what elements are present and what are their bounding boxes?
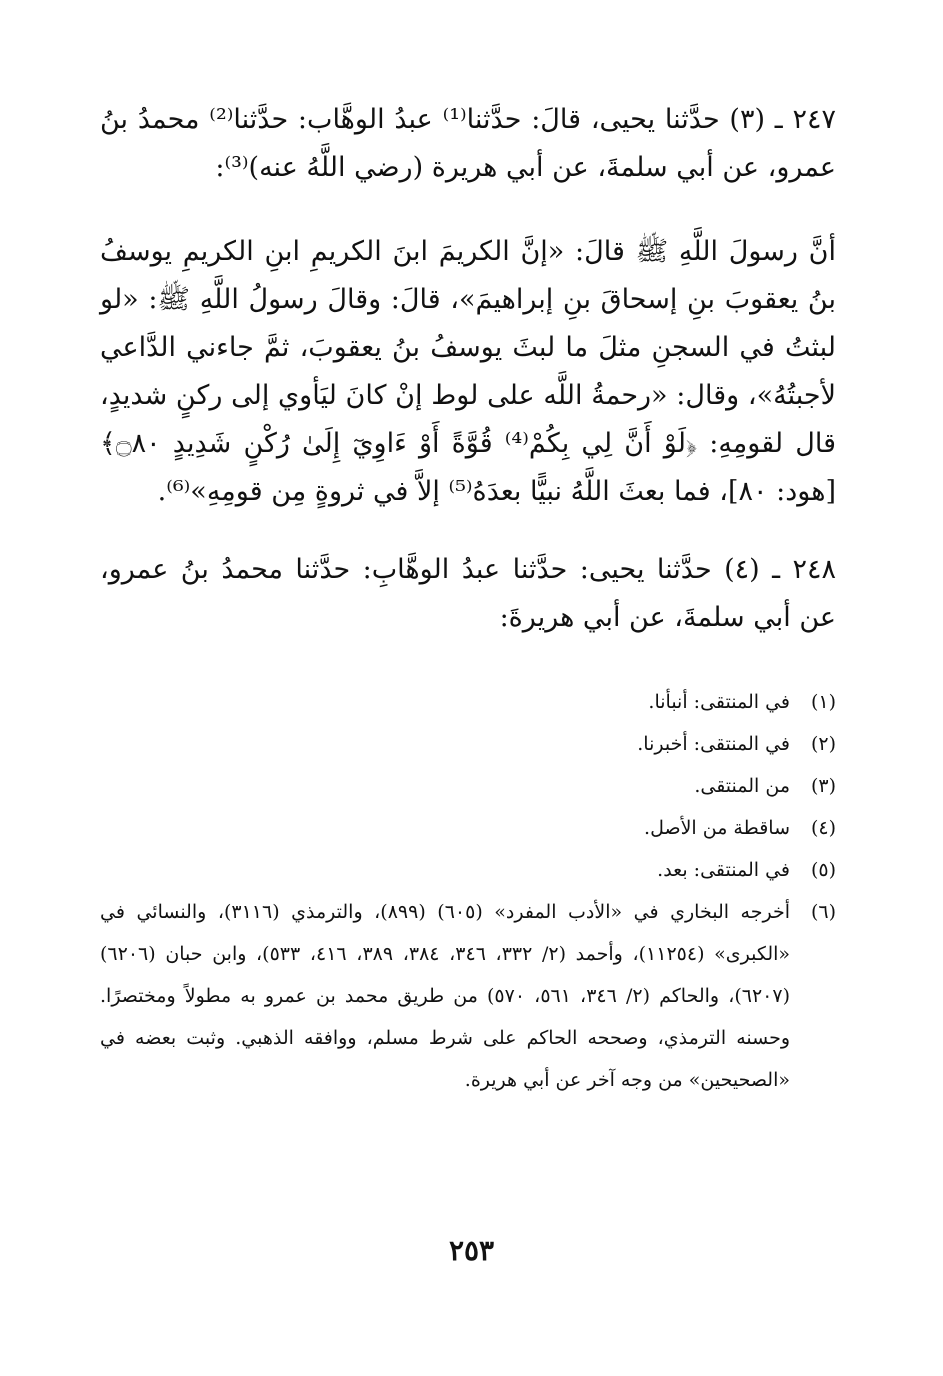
page-number: ٢٥٣	[448, 1234, 495, 1267]
footnote-item	[100, 723, 836, 765]
footnote-text: في المنتقى: أخبرنا.	[637, 733, 790, 755]
page-body	[100, 96, 836, 1101]
footnote-number: (٣)	[810, 775, 836, 797]
footnotes-list	[100, 681, 836, 1101]
hadith-248-paragraph: ٢٤٨ ـ (٤) حدَّثنا يحيى: حدَّثنا عبدُ الوهَّابِ: حدَّثنا محمدُ بنُ عمرو، عن أبي سلمةَ، عن أبي هريرةَ:	[100, 554, 837, 633]
footnote-number: (٢)	[810, 733, 836, 755]
footnote-number: (٤)	[810, 817, 836, 839]
footnote-text: ساقطة من الأصل.	[644, 817, 790, 839]
footnote-item	[100, 891, 836, 1101]
footnote-number: (١)	[810, 691, 836, 713]
footnote-text: من المنتقى.	[694, 775, 790, 797]
footnote-item	[100, 807, 836, 849]
hadith-247-paragraph: ٢٤٧ ـ (٣) حدَّثنا يحيى، قالَ: حدَّثنا⁽¹⁾ عبدُ الوهَّاب: حدَّثنا⁽²⁾ محمدُ بنُ عمرو، عن أبي سلمةَ، عن أبي هريرة (رضي اللَّهُ عنه)⁽³⁾:	[100, 104, 836, 183]
footnote-number: (٦)	[810, 901, 836, 923]
hadith-247-text-paragraph: أنَّ رسولَ اللَّهِ ﷺ قالَ: «إنَّ الكريمَ ابنَ الكريمِ ابنِ الكريمِ يوسفُ بنُ يعقوبَ بنِ إسحاقَ بنِ إبراهيمَ»، قالَ: وقالَ رسولُ اللَّهِ ﷺ: «لو لبثتُ في السجنِ مثلَ ما لبثَ يوسفُ بنُ يعقوبَ، ثمَّ جاءني الدَّاعي لأجبتُهُ»، وقال: «رحمةُ اللَّه على لوط إنْ كانَ ليَأوي إلى ركنٍ شديدٍ، قال لقومِهِ: ﴿لَوْ أَنَّ لِي بِكُمْ⁽⁴⁾ قُوَّةً أَوْ ءَاوِيٓ إِلَىٰ رُكْنٍ شَدِيدٍ ۝٨٠﴾ [هود: ٨٠]، فما بعثَ اللَّهُ نبيًّا بعدَهُ⁽⁵⁾ إلاَّ في ثروةٍ مِن قومِهِ»⁽⁶⁾.	[100, 236, 836, 507]
footnote-text: في المنتقى: بعد.	[657, 859, 790, 881]
footnote-item	[100, 849, 836, 891]
footnote-item	[100, 765, 836, 807]
footnote-number: (٥)	[810, 859, 836, 881]
footnote-text: أخرجه البخاري في «الأدب المفرد» (٦٠٥) (٨٩٩)، والترمذي (٣١١٦)، والنسائي في «الكبرى» (١١٢٥٤)، وأحمد (٢/ ٣٣٢، ٣٤٦، ٣٨٤، ٣٨٩، ٤١٦، ٥٣٣)، وابن حبان (٦٢٠٦) (٦٢٠٧)، والحاكم (٢/ ٣٤٦، ٥٦١، ٥٧٠) من طريق محمد بن عمرو به مطولاً ومختصرًا. وحسنه الترمذي، وصححه الحاكم على شرط مسلم، ووافقه الذهبي. وثبت بعضه في «الصحيحين» من وجه آخر عن أبي هريرة.	[100, 901, 791, 1091]
footnote-item	[100, 681, 836, 723]
footnote-text: في المنتقى: أنبأنا.	[648, 691, 790, 713]
